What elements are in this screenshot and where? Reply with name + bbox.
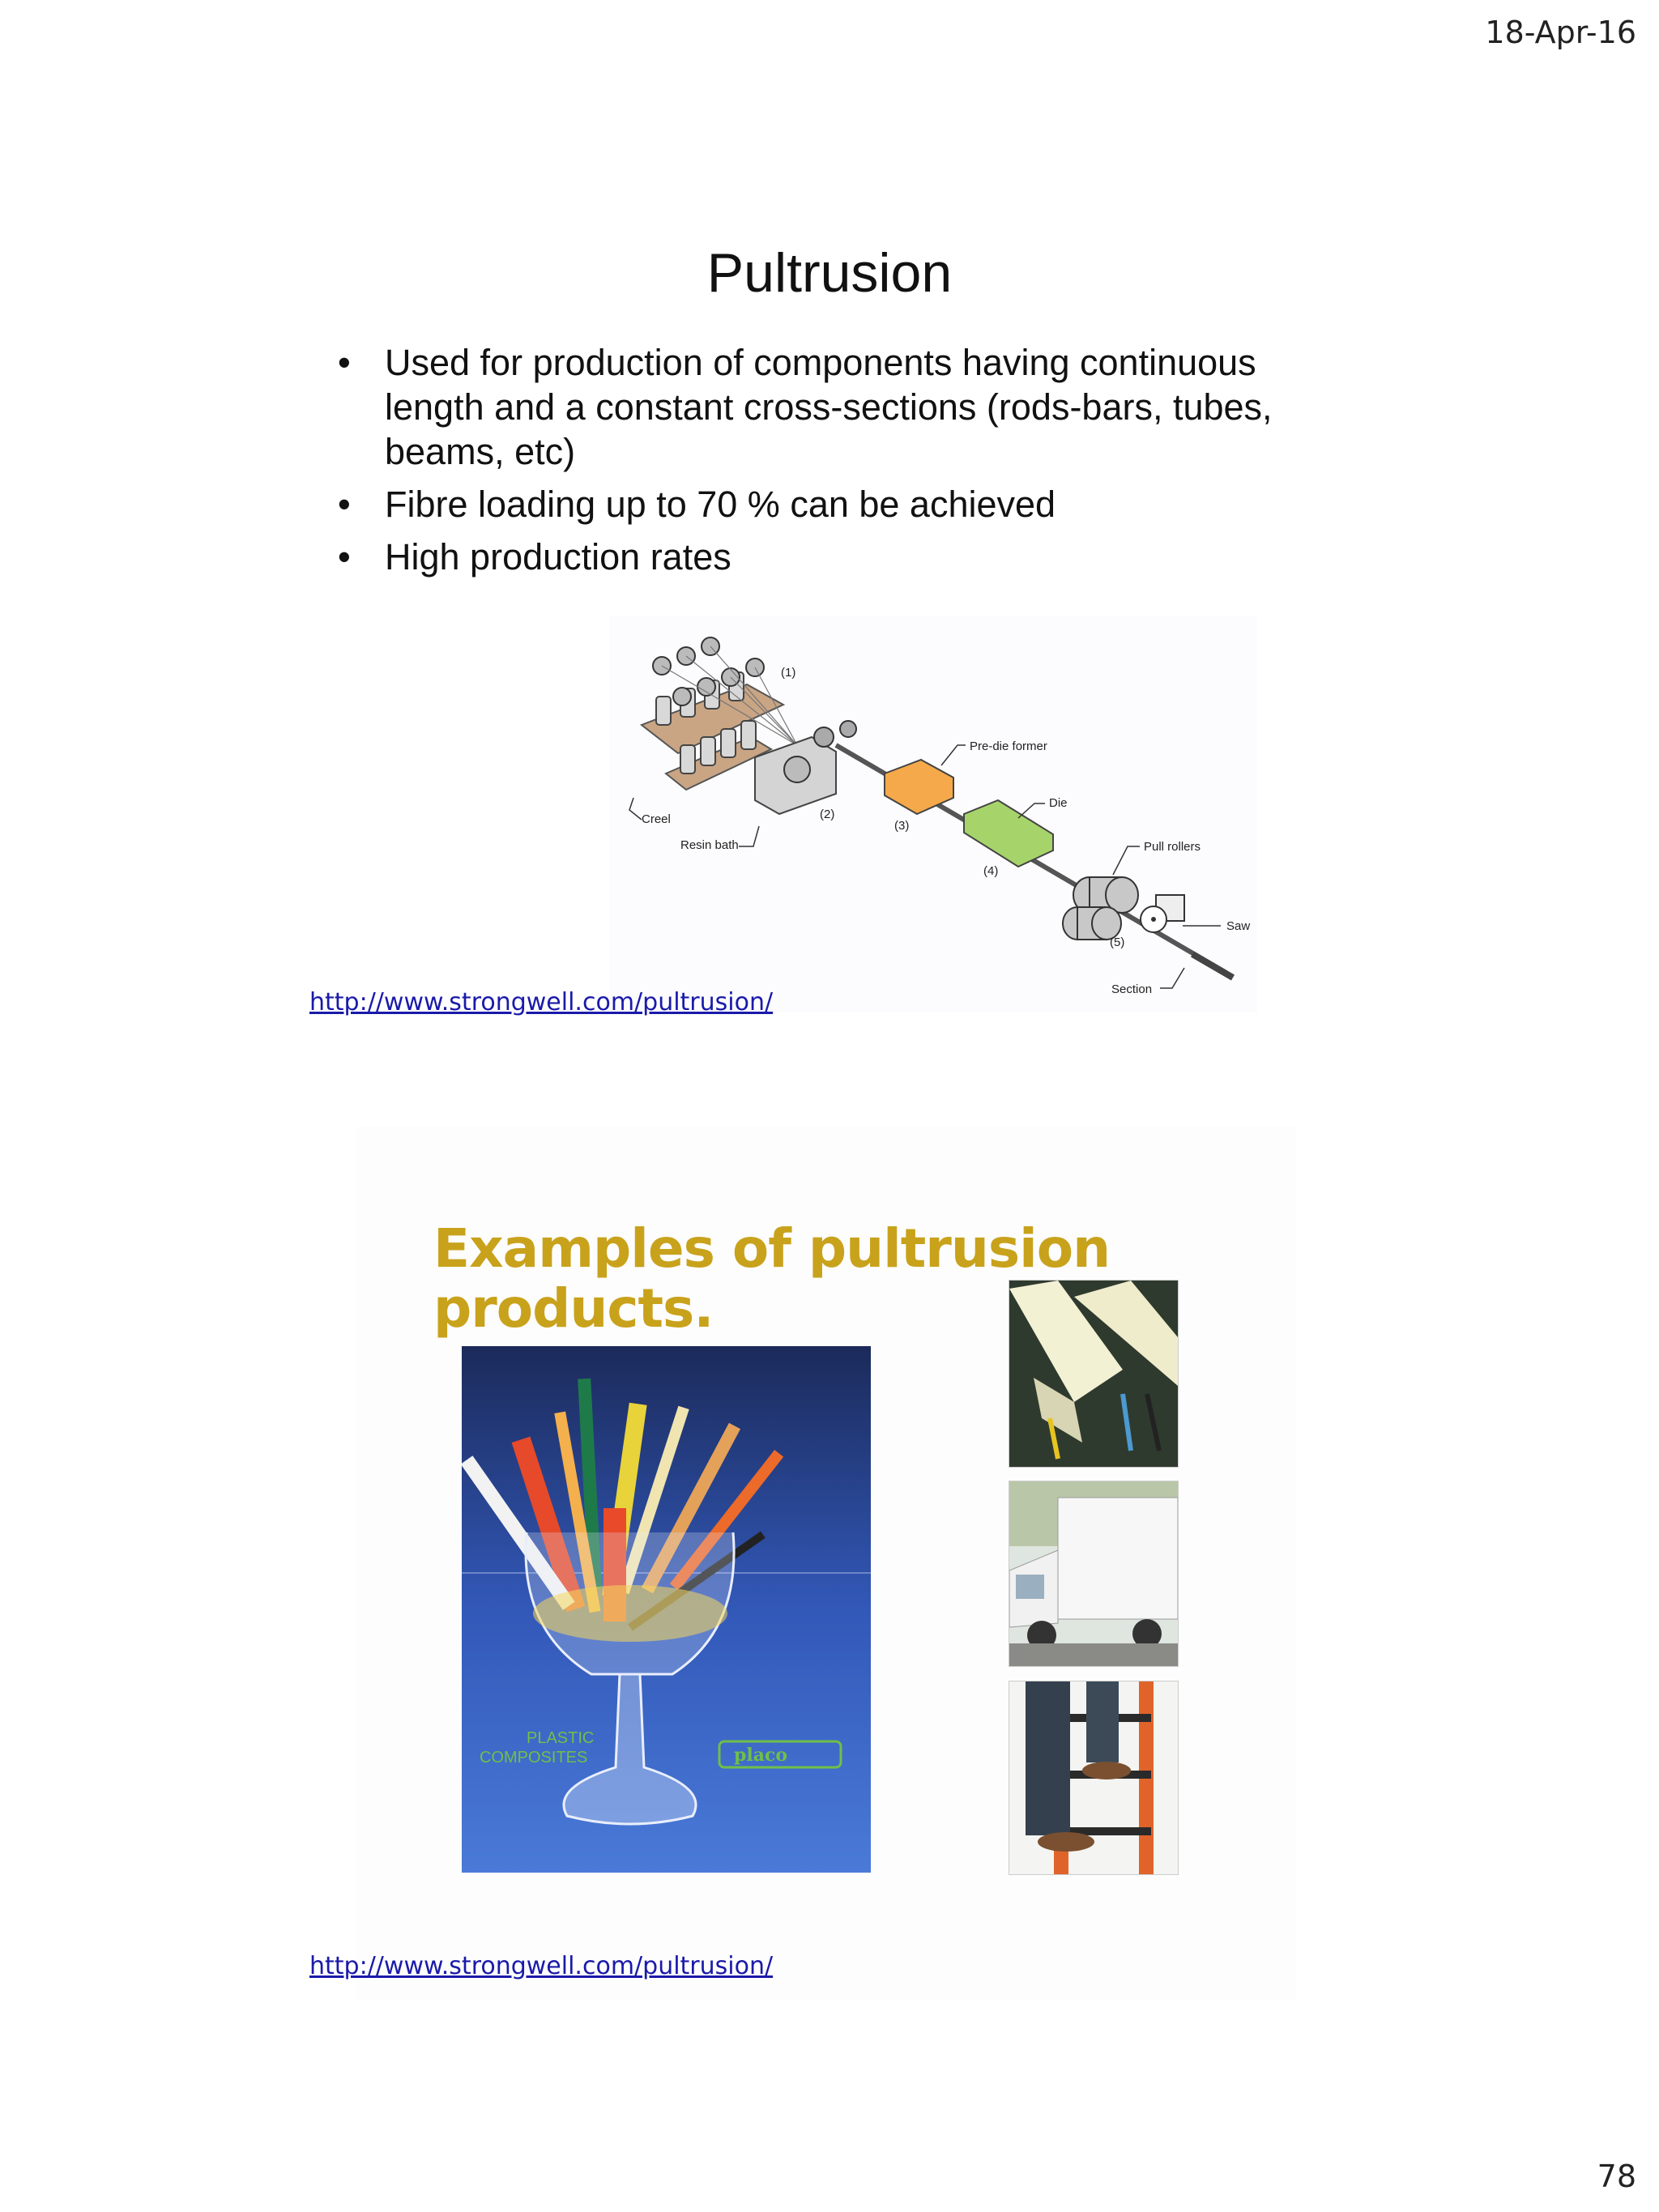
die [964,800,1053,867]
process-diagram-svg [609,616,1257,1012]
glass-caption-line2: COMPOSITES [480,1749,588,1767]
label-resin-bath: Resin bath [680,838,739,852]
bullet-item: • Used for production of components having continuous length and a constant cross-sections (rods-bars, tubes, beams, etc) [336,340,1341,474]
bullet-item: • High production rates [336,535,1341,579]
label-die: Die [1049,796,1068,810]
label-pre-die-former: Pre-die former [970,739,1047,753]
label-step1: (1) [781,666,796,680]
label-saw: Saw [1226,919,1251,933]
label-section: Section [1111,982,1153,996]
glass-logo: placo [734,1745,788,1766]
label-pull-rollers: Pull rollers [1144,840,1201,854]
glass-caption-line1: PLASTIC [527,1729,595,1747]
cut-section [1192,954,1233,978]
slide-date: 18-Apr-16 [1485,15,1636,50]
bullet-item: • Fibre loading up to 70 % can be achieved [336,482,1341,526]
label-step5: (5) [1110,936,1125,949]
ladder-photo [1009,1681,1179,1875]
source-link-bottom[interactable]: http://www.strongwell.com/pultrusion/ [309,1952,774,1980]
saw [1141,895,1184,932]
label-step3: (3) [894,819,910,833]
label-creel: Creel [642,812,671,826]
label-step2: (2) [820,808,835,821]
examples-title-line1: Examples of pultrusion [433,1217,1111,1280]
cable-tray-photo [1009,1280,1179,1468]
examples-title-line2: products. [433,1277,714,1340]
glass-of-profiles-photo [462,1346,871,1873]
truck-photo [1009,1481,1179,1667]
pultrusion-process-diagram [609,616,1257,1012]
page-number: 78 [1597,2159,1636,2194]
slide-title: Pultrusion [706,242,953,304]
source-link[interactable]: http://www.strongwell.com/pultrusion/ [309,988,774,1016]
bullet-list [336,340,1341,587]
label-step4: (4) [983,864,999,878]
